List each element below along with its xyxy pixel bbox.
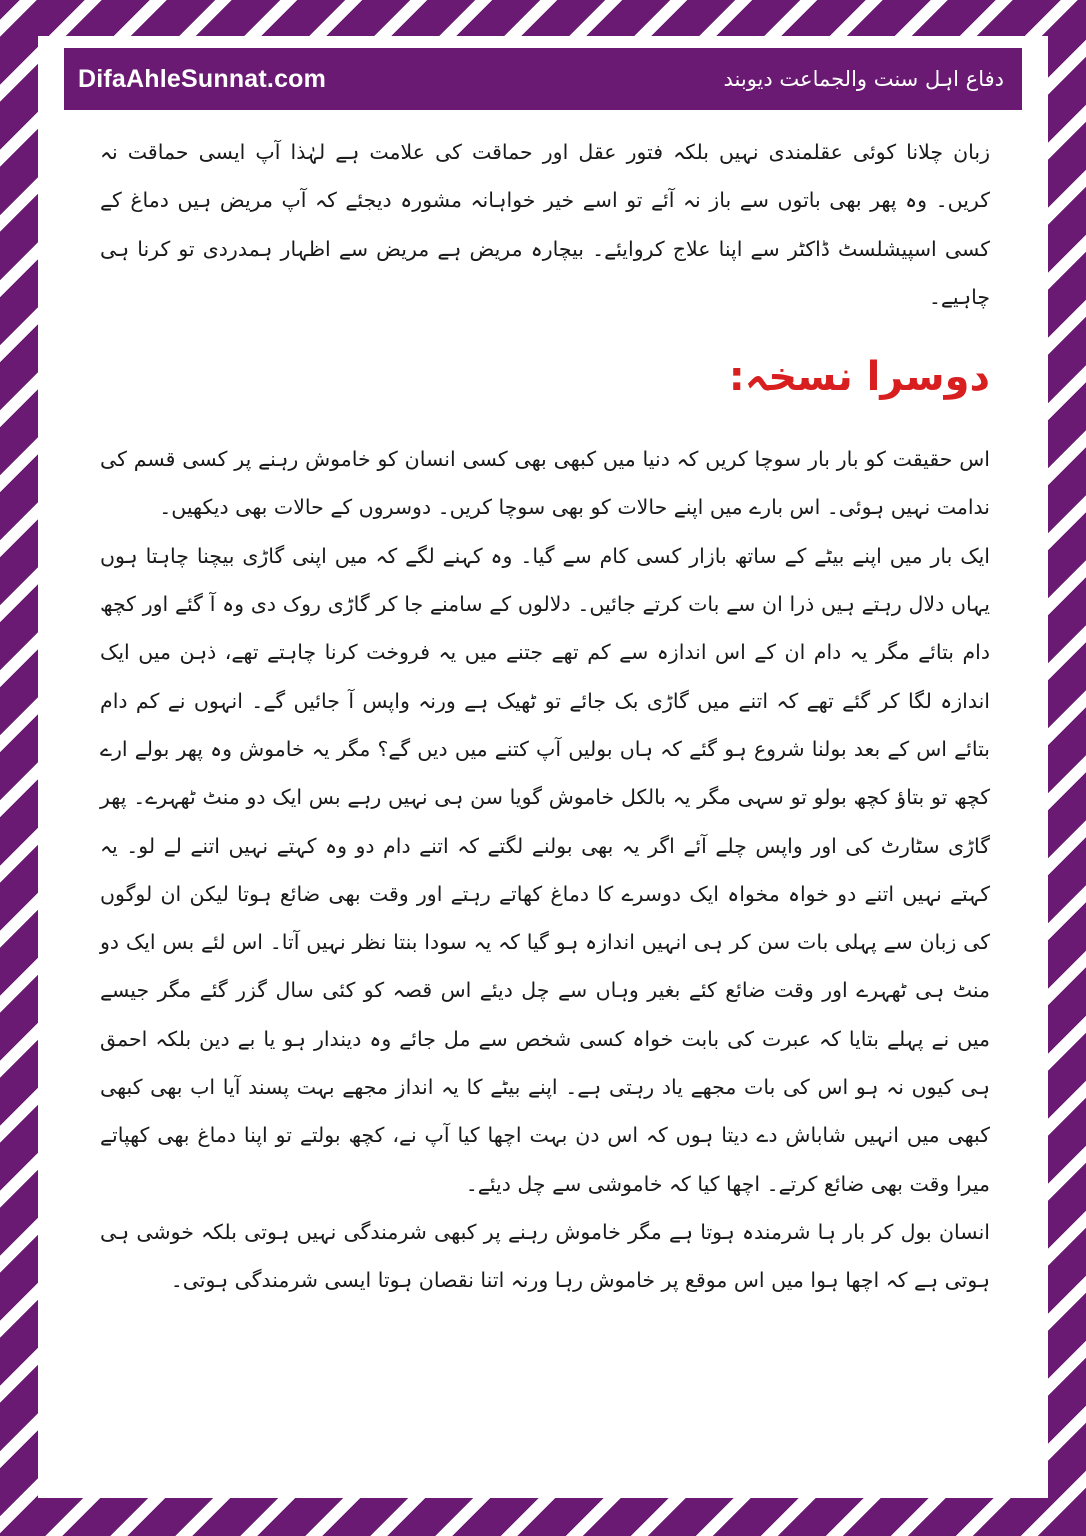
paragraph: زبان چلانا کوئی عقلمندی نہیں بلکہ فتور عقل اور حماقت کی علامت ہے لہٰذا آپ ایسی حماقت نہ کریں۔ وہ پھر بھی باتوں سے باز نہ آئے تو اسے خیر خواہانہ مشورہ دیجئے کہ آپ مریض ہیں دماغ کے کسی اسپیشلسٹ ڈاکٹر سے اپنا علاج کروایئے۔ بیچارہ مریض ہے مریض سے اظہار ہمدردی تو کرنا ہی چاہیے۔ bbox=[100, 140, 990, 309]
section-heading: دوسرا نسخہ: bbox=[728, 354, 990, 401]
article-body bbox=[100, 128, 990, 1305]
page-frame bbox=[38, 36, 1048, 1498]
paragraph: ایک بار میں اپنے بیٹے کے ساتھ بازار کسی کام سے گیا۔ وہ کہنے لگے کہ میں اپنی گاڑی بیچنا چاہتا ہوں یہاں دلال رہتے ہیں ذرا ان سے بات کرتے جائیں۔ دلالوں کے سامنے جا کر گاڑی روک دی وہ آ گئے اور کچھ دام بتائے مگر یہ دام ان کے اس اندازہ سے کم تھے جتنے میں یہ فروخت کرنا چاہتے تھے، ذہن میں ایک اندازہ لگا کر گئے تھے کہ اتنے میں گاڑی بک جائے تو ٹھیک ہے ورنہ واپس آ جائیں گے۔ انہوں نے کم دام بتائے اس کے بعد بولنا شروع ہو گئے کہ ہاں بولیں آپ کتنے میں دیں گے؟ مگر یہ خاموش وہ پھر بولے ارے کچھ تو بتاؤ کچھ بولو تو سہی مگر یہ بالکل خاموش گویا سن ہی نہیں رہے بس ایک دو منٹ ٹھہرے۔ پھر گاڑی سٹارٹ کی اور واپس چلے آئے اگر یہ بھی بولنے لگتے کہ اتنے دام دو وہ کہتے نہیں اتنے لے لو۔ یہ کہتے نہیں اتنے دو خواہ مخواہ ایک دوسرے کا دماغ کھاتے رہتے اور وقت بھی ضائع ہوتا لیکن ان لوگوں کی زبان سے پہلی بات سن کر ہی انہیں اندازہ ہو گیا کہ یہ سودا بنتا نظر نہیں آتا۔ اس لئے بس ایک دو منٹ ہی ٹھہرے اور وقت ضائع کئے بغیر وہاں سے چل دیئے اس قصہ کو کئی سال گزر گئے مگر جیسے میں نے پہلے بتایا کہ عبرت کی بابت خواہ کسی شخص سے مل جائے وہ دیندار ہو یا بے دین بلکہ احمق ہی کیوں نہ ہو اس کی بات مجھے یاد رہتی ہے۔ اپنے بیٹے کا یہ انداز مجھے بہت پسند آیا اب بھی کبھی کبھی میں انہیں شاباش دے دیتا ہوں کہ اس دن بہت اچھا کیا آپ نے، کچھ بولتے تو اپنا دماغ بھی کھپاتے میرا وقت بھی ضائع کرتے۔ اچھا کیا کہ خاموشی سے چل دیئے۔ bbox=[100, 543, 990, 1196]
header-bar bbox=[64, 48, 1022, 110]
paragraph: اس حقیقت کو بار بار سوچا کریں کہ دنیا میں کبھی بھی کسی انسان کو خاموش رہنے پر کسی قسم کی ندامت نہیں ہوئی۔ اس بارے میں اپنے حالات کو بھی سوچا کریں۔ دوسروں کے حالات بھی دیکھیں۔ bbox=[100, 447, 990, 520]
site-url[interactable]: DifaAhleSunnat.com bbox=[78, 64, 327, 93]
site-title: دفاع اہل سنت والجماعت دیوبند bbox=[723, 67, 1004, 91]
paragraph: انسان بول کر بار ہا شرمندہ ہوتا ہے مگر خاموش رہنے پر کبھی شرمندگی نہیں ہوتی بلکہ خوشی ہی ہوتی ہے کہ اچھا ہوا میں اس موقع پر خاموش رہا ورنہ اتنا نقصان ہوتا ایسی شرمندگی ہوتی۔ bbox=[100, 1219, 990, 1293]
